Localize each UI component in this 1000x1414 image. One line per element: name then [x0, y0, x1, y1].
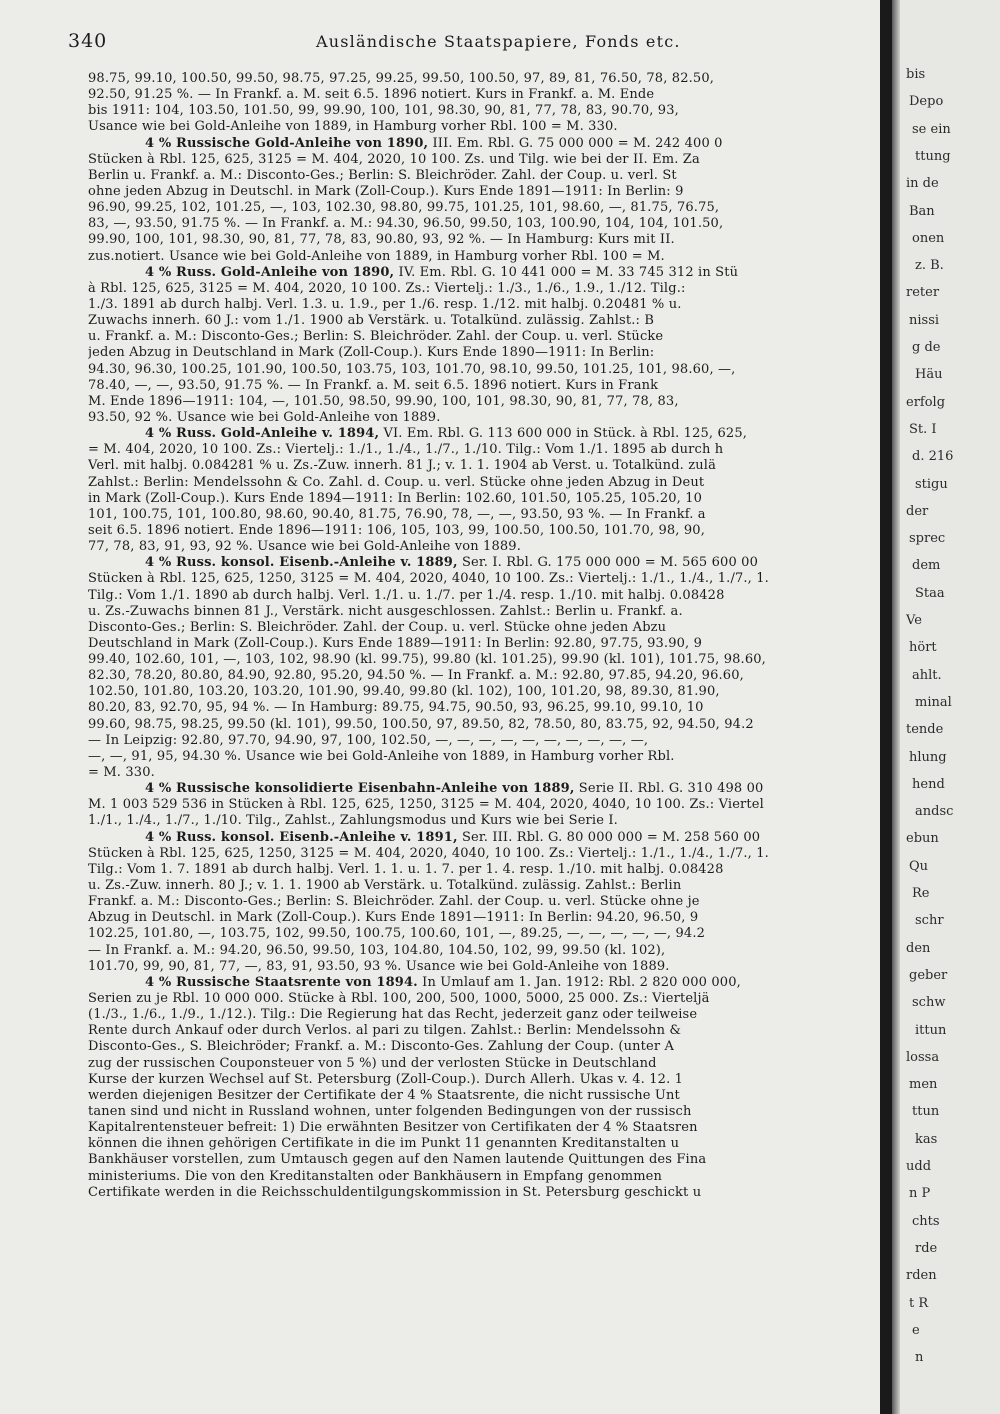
line-text: Rente durch Ankauf oder durch Verlos. al pari zu tilgen. Zahlst.: Berlin: Mendelssohn &: [88, 1023, 682, 1039]
line-text: 77, 78, 83, 91, 93, 92 %. Usance wie bei Gold-Anleihe von 1889.: [88, 539, 521, 555]
line-text: 99.60, 98.75, 98.25, 99.50 (kl. 101), 99.50, 100.50, 97, 89.50, 82, 78.50, 80, 83.75, 92, 94.50, 94.2: [88, 716, 754, 732]
text-line: [88, 313, 868, 329]
line-text: — In Leipzig: 92.80, 97.70, 94.90, 97, 100, 102.50, —, —, —, —, —, —, —, —, —, —,: [88, 732, 649, 748]
line-text: Kurse der kurzen Wechsel auf St. Petersburg (Zoll-Coup.). Durch Allerh. Ukas v. 4. 12. 1: [88, 1071, 684, 1087]
text-line: [88, 119, 868, 135]
line-text: Disconto-Ges.; Berlin: S. Bleichröder. Zahl. der Coup. u. verl. Stücke ohne jeden Abzu: [88, 619, 667, 635]
line-text: 96.90, 99.25, 102, 101.25, —, 103, 102.30, 98.80, 99.75, 101.25, 101, 98.60, —, 81.75, 76.75,: [88, 200, 720, 216]
adjacent-page-fragment: schr: [915, 913, 944, 929]
text-line: [88, 103, 868, 119]
line-text: Zahlst.: Berlin: Mendelssohn & Co. Zahl. d. Coup. u. verl. Stücke ohne jeden Abzug in Deut: [88, 474, 705, 490]
line-text: in Mark (Zoll-Coup.). Kurs Ende 1894—1911: In Berlin: 102.60, 101.50, 105.25, 105.20, 10: [88, 490, 703, 506]
text-line: [88, 249, 868, 265]
entry-heading: 4 % Russ. Gold-Anleihe von 1890,: [145, 264, 395, 280]
line-text: seit 6.5. 1896 notiert. Ende 1896—1911: 106, 105, 103, 99, 100.50, 100.50, 101.70, 98, 90,: [88, 522, 705, 538]
line-text: Usance wie bei Gold-Anleihe von 1889, in Hamburg vorher Rbl. 100 = M. 330.: [88, 119, 618, 135]
line-text: Ser. III. Rbl. G. 80 000 000 = M. 258 560 00: [457, 829, 761, 845]
line-text: tanen sind und nicht in Russland wohnen, unter folgenden Bedingungen von der russisch: [88, 1104, 692, 1119]
line-text: M. 1 003 529 536 in Stücken à Rbl. 125, 625, 1250, 3125 = M. 404, 2020, 4040, 10 100. Zs.: Viertel: [88, 797, 764, 813]
line-text: ohne jeden Abzug in Deutschl. in Mark (Zoll-Coup.). Kurs Ende 1891—1911: In Berlin: 9: [88, 183, 684, 199]
line-text: bis 1911: 104, 103.50, 101.50, 99, 99.90, 100, 101, 98.30, 90, 81, 77, 78, 83, 90.70, 93,: [88, 103, 679, 119]
text-line: [88, 71, 868, 87]
adjacent-page-fragment: in de: [906, 176, 939, 192]
text-line: [88, 200, 868, 216]
adjacent-page-fragment: Ban: [909, 203, 935, 219]
line-text: 98.75, 99.10, 100.50, 99.50, 98.75, 97.25, 99.25, 99.50, 100.50, 97, 89, 81, 76.50, 78, 82.50,: [88, 71, 715, 86]
adjacent-page-fragment: schw: [912, 995, 946, 1011]
line-text: Tilg.: Vom 1./1. 1890 ab durch halbj. Verl. 1./1. u. 1./7. per 1./4. resp. 1./10. mit halbj. 0.08428: [88, 587, 725, 603]
page-number: 340: [68, 30, 108, 52]
line-text: zus.notiert. Usance wie bei Gold-Anleihe von 1889, in Hamburg vorher Rbl. 100 = M.: [88, 248, 665, 264]
text-line: [88, 1185, 868, 1201]
adjacent-page-fragment: stigu: [915, 476, 948, 492]
adjacent-page-fragment: ittun: [915, 1022, 947, 1038]
entry-heading: 4 % Russische Staatsrente von 1894.: [145, 974, 418, 990]
text-line: [88, 232, 868, 248]
text-line: [88, 1007, 868, 1023]
text-line: [88, 265, 868, 281]
line-text: Verl. mit halbj. 0.084281 % u. Zs.-Zuw. innerh. 81 J.; v. 1. 1. 1904 ab Verst. u. Totalkünd. zulä: [88, 458, 716, 474]
adjacent-page-fragment: lossa: [906, 1049, 940, 1065]
line-text: Serie II. Rbl. G. 310 498 00: [574, 781, 764, 797]
adjacent-page-fragment: udd: [906, 1159, 932, 1174]
text-line: [88, 588, 868, 604]
line-text: Ser. I. Rbl. G. 175 000 000 = M. 565 600 00: [457, 555, 759, 571]
text-line: [88, 539, 868, 555]
adjacent-page-fragment: der: [906, 503, 929, 519]
adjacent-page-fragment: ttun: [912, 1104, 940, 1120]
text-line: [88, 781, 868, 797]
line-text: jeden Abzug in Deutschland in Mark (Zoll-Coup.). Kurs Ende 1890—1911: In Berlin:: [88, 345, 655, 361]
line-text: Disconto-Ges., S. Bleichröder; Frankf. a. M.: Disconto-Ges. Zahlung der Coup. (unter A: [88, 1039, 675, 1055]
line-text: 93.50, 92 %. Usance wie bei Gold-Anleihe von 1889.: [88, 409, 441, 425]
text-line: [88, 910, 868, 926]
text-line: [88, 620, 868, 636]
line-text: Zuwachs innerh. 60 J.: vom 1./1. 1900 ab Verstärk. u. Totalkünd. zulässig. Zahlst.: B: [88, 313, 655, 329]
body-text: [88, 71, 868, 1201]
adjacent-page-fragment: t R: [909, 1295, 929, 1311]
line-text: Stücken à Rbl. 125, 625, 1250, 3125 = M. 404, 2020, 4040, 10 100. Zs.: Viertelj.: 1./1., 1./4., 1./7., 1.: [88, 845, 769, 861]
text-line: [88, 700, 868, 716]
line-text: 82.30, 78.20, 80.80, 84.90, 92.80, 95.20, 94.50 %. — In Frankf. a. M.: 92.80, 97.85, 94.20, 96.60,: [88, 668, 744, 684]
text-line: [88, 1152, 868, 1168]
text-line: [88, 991, 868, 1007]
text-line: [88, 184, 868, 200]
text-line: [88, 636, 868, 652]
adjacent-page-fragment: minal: [915, 694, 952, 710]
text-line: [88, 1072, 868, 1088]
line-text: u. Zs.-Zuwachs binnen 81 J., Verstärk. nicht ausgeschlossen. Zahlst.: Berlin u. Frankf. a.: [88, 603, 683, 619]
text-line: [88, 717, 868, 733]
text-line: [88, 571, 868, 587]
running-title: Ausländische Staatspapiere, Fonds etc.: [316, 32, 681, 51]
entry-heading: 4 % Russische konsolidierte Eisenbahn-Anleihe von 1889,: [145, 781, 575, 797]
text-line: [88, 442, 868, 458]
adjacent-page-fragment: tende: [906, 722, 944, 738]
text-line: [88, 297, 868, 313]
line-text: 99.40, 102.60, 101, —, 103, 102, 98.90 (kl. 99.75), 99.80 (kl. 101.25), 99.90 (kl. 101), 101.75, 98.60,: [88, 652, 766, 668]
text-line: [88, 652, 868, 668]
text-line: [88, 733, 868, 749]
line-text: können die ihnen gehörigen Certifikate in die im Punkt 11 genannten Kreditanstalten u: [88, 1136, 680, 1152]
book-gutter: [880, 0, 892, 1414]
line-text: Deutschland in Mark (Zoll-Coup.). Kurs Ende 1889—1911: In Berlin: 92.80, 97.75, 93.90, 9: [88, 635, 703, 651]
line-text: ministeriums. Die von den Kreditanstalten oder Bankhäusern in Empfang genommen: [88, 1168, 663, 1184]
line-text: Bankhäuser vorstellen, zum Umtausch gegen auf den Namen lautende Quittungen des Fina: [88, 1152, 707, 1168]
text-line: [88, 87, 868, 103]
text-line: [88, 668, 868, 684]
text-line: [88, 846, 868, 862]
adjacent-page-fragment: andsc: [915, 804, 954, 820]
adjacent-page-fragment: reter: [906, 285, 940, 301]
adjacent-page-fragment: geber: [909, 967, 948, 983]
entry-heading: 4 % Russ. Gold-Anleihe v. 1894,: [145, 426, 380, 442]
text-line: [88, 378, 868, 394]
entry-heading: 4 % Russ. konsol. Eisenb.-Anleihe v. 1891,: [145, 829, 458, 845]
page-header: [68, 30, 868, 54]
adjacent-page-fragment: d. 216: [912, 449, 954, 465]
line-text: = M. 404, 2020, 10 100. Zs.: Viertelj.: 1./1., 1./4., 1./7., 1./10. Tilg.: Vom 1./1. 1895 ab durch h: [88, 442, 724, 458]
text-line: [88, 555, 868, 571]
text-line: [88, 1120, 868, 1136]
line-text: 101.70, 99, 90, 81, 77, —, 83, 91, 93.50, 93 %. Usance wie bei Gold-Anleihe von 1889.: [88, 958, 670, 974]
line-text: zug der russischen Couponsteuer von 5 %) und der verlosten Stücke in Deutschland: [88, 1055, 657, 1071]
text-line: [88, 1136, 868, 1152]
text-line: [88, 1039, 868, 1055]
line-text: In Umlauf am 1. Jan. 1912: Rbl. 2 820 000 000,: [417, 974, 741, 990]
adjacent-page-fragment: Depo: [909, 94, 944, 110]
adjacent-page-fragment: ttung: [915, 148, 951, 164]
adjacent-page-fragment: rden: [906, 1268, 937, 1284]
text-line: [88, 168, 868, 184]
line-text: III. Em. Rbl. G. 75 000 000 = M. 242 400 0: [428, 135, 723, 151]
text-line: [88, 394, 868, 410]
text-line: [88, 1088, 868, 1104]
text-line: [88, 926, 868, 942]
text-line: [88, 136, 868, 152]
adjacent-page-fragment: hört: [909, 640, 937, 656]
text-line: [88, 491, 868, 507]
entry-heading: 4 % Russ. konsol. Eisenb.-Anleihe v. 1889,: [145, 555, 458, 571]
adjacent-page-fragment: g de: [912, 340, 941, 355]
line-text: à Rbl. 125, 625, 3125 = M. 404, 2020, 10 100. Zs.: Viertelj.: 1./3., 1./6., 1.9., 1./12. Tilg.:: [88, 280, 686, 296]
adjacent-page-fragment: n: [915, 1350, 924, 1366]
text-line: [88, 475, 868, 491]
text-line: [88, 362, 868, 378]
text-line: [88, 410, 868, 426]
text-line: [88, 813, 868, 829]
line-text: Certifikate werden in die Reichsschuldentilgungskommission in St. Petersburg geschickt u: [88, 1184, 702, 1200]
line-text: 78.40, —, —, 93.50, 91.75 %. — In Frankf. a. M. seit 6.5. 1896 notiert. Kurs in Frank: [88, 377, 659, 393]
text-line: [88, 1056, 868, 1072]
adjacent-page-fragment: Häu: [915, 367, 943, 383]
line-text: Tilg.: Vom 1. 7. 1891 ab durch halbj. Verl. 1. 1. u. 1. 7. per 1. 4. resp. 1./10. mit halbj. 0.08428: [88, 861, 724, 877]
line-text: 101, 100.75, 101, 100.80, 98.60, 90.40, 81.75, 76.90, 78, —, —, 93.50, 93 %. — In Frankf. a: [88, 506, 706, 522]
adjacent-page-fragment: se ein: [912, 121, 951, 137]
line-text: 94.30, 96.30, 100.25, 101.90, 100.50, 103.75, 103, 101.70, 98.10, 99.50, 101.25, 101, 98.60, —,: [88, 361, 736, 377]
text-line: [88, 797, 868, 813]
text-line: [88, 943, 868, 959]
line-text: 80.20, 83, 92.70, 95, 94 %. — In Hamburg: 89.75, 94.75, 90.50, 93, 96.25, 99.10, 99.10, 10: [88, 700, 704, 716]
line-text: werden diejenigen Besitzer der Certifikate der 4 % Staatsrente, die nicht russische Unt: [88, 1087, 680, 1103]
adjacent-page-fragment: n P: [909, 1186, 931, 1202]
adjacent-page-fragment: erfolg: [906, 394, 946, 410]
text-line: [88, 604, 868, 620]
text-line: [88, 749, 868, 765]
line-text: Stücken à Rbl. 125, 625, 1250, 3125 = M. 404, 2020, 4040, 10 100. Zs.: Viertelj.: 1./1., 1./4., 1./7., 1.: [88, 571, 769, 587]
adjacent-page-fragment: hend: [912, 776, 945, 792]
adjacent-page-fragment: Re: [912, 886, 930, 901]
adjacent-page-fragment: Staa: [915, 585, 945, 601]
entry-heading: 4 % Russische Gold-Anleihe von 1890,: [145, 135, 429, 151]
text-line: [88, 684, 868, 700]
adjacent-page-fragment: den: [906, 940, 931, 956]
text-line: [88, 862, 868, 878]
line-text: u. Frankf. a. M.: Disconto-Ges.; Berlin: S. Bleichröder. Zahl. der Coup. u. verl. Stücke: [88, 329, 664, 345]
line-text: = M. 330.: [88, 765, 155, 781]
line-text: Serien zu je Rbl. 10 000 000. Stücke à Rbl. 100, 200, 500, 1000, 5000, 25 000. Zs.: Vierteljä: [88, 991, 710, 1007]
text-line: [88, 329, 868, 345]
text-line: [88, 426, 868, 442]
adjacent-page-fragment: z. B.: [915, 258, 944, 274]
line-text: Berlin u. Frankf. a. M.: Disconto-Ges.; Berlin: S. Bleichröder. Zahl. der Coup. u. verl. St: [88, 167, 677, 183]
adjacent-page-fragment: chts: [912, 1213, 940, 1229]
text-line: [88, 959, 868, 975]
adjacent-page-fragment: rde: [915, 1240, 938, 1256]
line-text: VI. Em. Rbl. G. 113 600 000 in Stück. à Rbl. 125, 625,: [379, 426, 748, 442]
line-text: 1./3. 1891 ab durch halbj. Verl. 1.3. u. 1.9., per 1./6. resp. 1./12. mit halbj. 0.20481 % u.: [88, 296, 682, 312]
adjacent-page-fragment: Qu: [909, 858, 929, 874]
line-text: 102.50, 101.80, 103.20, 103.20, 101.90, 99.40, 99.80 (kl. 102), 100, 101.20, 98, 89.30, 81.90,: [88, 684, 720, 700]
line-text: Stücken à Rbl. 125, 625, 3125 = M. 404, 2020, 10 100. Zs. und Tilg. wie bei der II. Em. Za: [88, 151, 700, 167]
text-line: [88, 523, 868, 539]
adjacent-page-fragment: kas: [915, 1131, 938, 1147]
adjacent-page-fragment: onen: [912, 230, 945, 246]
adjacent-page: [900, 0, 1000, 1414]
line-text: Frankf. a. M.: Disconto-Ges.; Berlin: S. Bleichröder. Zahl. der Coup. u. verl. Stücke ohne je: [88, 894, 700, 910]
adjacent-page-fragment: bis: [906, 67, 926, 82]
line-text: IV. Em. Rbl. G. 10 441 000 = M. 33 745 312 in Stü: [394, 264, 739, 280]
text-line: [88, 458, 868, 474]
text-line: [88, 345, 868, 361]
adjacent-page-fragment: men: [909, 1077, 938, 1093]
line-text: u. Zs.-Zuw. innerh. 80 J.; v. 1. 1. 1900 ab Verstärk. u. Totalkünd. zulässig. Zahlst.: Berlin: [88, 878, 682, 894]
line-text: 99.90, 100, 101, 98.30, 90, 81, 77, 78, 83, 90.80, 93, 92 %. — In Hamburg: Kurs mit II.: [88, 232, 675, 248]
text-line: [88, 216, 868, 232]
text-line: [88, 1023, 868, 1039]
text-line: [88, 975, 868, 991]
text-line: [88, 1169, 868, 1185]
adjacent-page-fragment: nissi: [909, 312, 940, 328]
adjacent-page-fragment: ahlt.: [912, 667, 942, 683]
text-line: [88, 765, 868, 781]
line-text: Kapitalrentensteuer befreit: 1) Die erwähnten Besitzer von Certifikaten der 4 % Staatsren: [88, 1120, 698, 1136]
adjacent-page-fragment: dem: [912, 558, 941, 574]
text-line: [88, 152, 868, 168]
text-line: [88, 894, 868, 910]
line-text: Abzug in Deutschl. in Mark (Zoll-Coup.). Kurs Ende 1891—1911: In Berlin: 94.20, 96.50, 9: [88, 910, 699, 926]
gutter-shadow: [892, 0, 900, 1414]
text-line: [88, 507, 868, 523]
adjacent-page-fragment: e: [912, 1322, 920, 1338]
line-text: — In Frankf. a. M.: 94.20, 96.50, 99.50, 103, 104.80, 104.50, 102, 99, 99.50 (kl. 102),: [88, 942, 666, 958]
adjacent-page-fragment: sprec: [909, 531, 946, 547]
adjacent-page-fragment: St. I: [909, 421, 937, 437]
adjacent-page-fragment: ebun: [906, 831, 939, 847]
line-text: 1./1., 1./4., 1./7., 1./10. Tilg., Zahlst., Zahlungsmodus und Kurs wie bei Serie I.: [88, 813, 618, 829]
text-line: [88, 1104, 868, 1120]
adjacent-page-fragment: Ve: [906, 613, 922, 628]
adjacent-page-fragment: hlung: [909, 749, 947, 765]
line-text: (1./3., 1./6., 1./9., 1./12.). Tilg.: Die Regierung hat das Recht, jederzeit ganz oder teilweise: [88, 1007, 698, 1023]
line-text: —, —, 91, 95, 94.30 %. Usance wie bei Gold-Anleihe von 1889, in Hamburg vorher Rbl.: [88, 748, 675, 764]
line-text: 102.25, 101.80, —, 103.75, 102, 99.50, 100.75, 100.60, 101, —, 89.25, —, —, —, —, —, 94.2: [88, 926, 706, 942]
text-line: [88, 281, 868, 297]
line-text: 92.50, 91.25 %. — In Frankf. a. M. seit 6.5. 1896 notiert. Kurs in Frankf. a. M. Ende: [88, 87, 655, 103]
line-text: M. Ende 1896—1911: 104, —, 101.50, 98.50, 99.90, 100, 101, 98.30, 90, 81, 77, 78, 83,: [88, 393, 679, 409]
line-text: 83, —, 93.50, 91.75 %. — In Frankf. a. M.: 94.30, 96.50, 99.50, 103, 100.90, 104, 104, 101.50,: [88, 216, 724, 232]
text-line: [88, 878, 868, 894]
text-line: [88, 830, 868, 846]
